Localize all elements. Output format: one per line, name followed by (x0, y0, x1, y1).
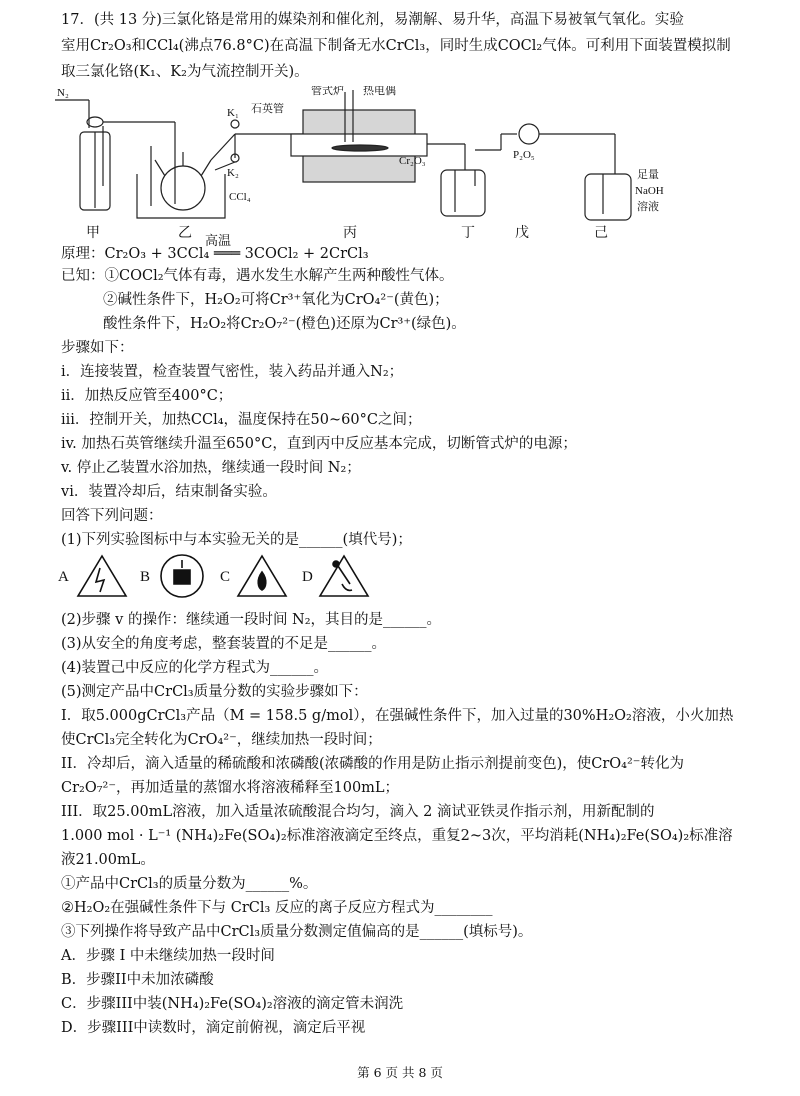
caption-bing: 丙 (343, 225, 357, 241)
caption-ding: 丁 (461, 225, 475, 241)
label-cr2o3: Cr₂O₃ (399, 155, 426, 167)
caption-wu: 戊 (515, 225, 529, 241)
caption-yi: 乙 (178, 225, 192, 241)
step-3: iii．控制开关，加热CCl₄，温度保持在50~60°C之间； (61, 412, 422, 428)
label-naoh: NaOH (635, 185, 664, 197)
icon-label-a: A (58, 569, 69, 585)
answer-1: ①产品中CrCl₃的质量分数为______%。 (61, 876, 318, 892)
safety-icons (58, 552, 378, 602)
step-4: iv. 加热石英管继续升温至650°C，直到丙中反应基本完成，切断管式炉的电源； (61, 436, 577, 452)
steps-title: 步骤如下： (61, 340, 134, 356)
step-iii-line-2: 1.000 mol · L⁻¹ (NH₄)₂Fe(SO₄)₂标准溶液滴定至终点，重复2~3次，平均消耗(NH₄)₂Fe(SO₄)₂标准溶 (61, 828, 733, 844)
known-line-2: ②碱性条件下，H₂O₂可将Cr³⁺氧化为CrO₄²⁻(黄色)； (103, 292, 449, 308)
caption-ji: 己 (594, 225, 608, 241)
step-ii-line-1: II．冷却后，滴入适量的稀硫酸和浓磷酸(浓磷酸的作用是防止指示剂提前变色)，使CrO₄²⁻转化为 (61, 756, 684, 772)
answer-2: ②H₂O₂在强碱性条件下与 CrCl₃ 反应的离子反应方程式为________ (61, 900, 493, 916)
question-1: (1)下列实验图标中与本实验无关的是______(填代号)； (61, 532, 412, 548)
icon-label-d: D (302, 569, 313, 585)
step-5: v. 停止乙装置水浴加热，继续通一段时间 N₂； (61, 460, 361, 476)
step-ii-line-2: Cr₂O₇²⁻，再加适量的蒸馏水将溶液稀释至100mL； (61, 780, 400, 796)
step-2: ii．加热反应管至400°C； (61, 388, 233, 404)
reaction-condition: 高温 (205, 234, 232, 249)
label-solution: 溶液 (637, 201, 659, 213)
step-i-line-2: 使CrCl₃完全转化为CrO₄²⁻，继续加热一段时间； (61, 732, 382, 748)
label-thermocouple: 热电偶 (363, 86, 396, 97)
hand-wash-icon (161, 555, 203, 597)
question-2: (2)步骤 v 的操作：继续通一段时间 N₂，其目的是______。 (61, 612, 442, 628)
label-n2: N₂ (57, 87, 69, 99)
option-d: D．步骤III中读数时，滴定前俯视，滴定后平视 (61, 1020, 366, 1036)
label-furnace: 管式炉 (311, 86, 344, 97)
question-line-1: 17．(共 13 分)三氯化铬是常用的媒染剂和催化剂，易潮解、易升华，高温下易被氧气氧化。实验 (61, 12, 684, 28)
step-6: vi．装置冷却后，结束制备实验。 (61, 484, 277, 500)
label-k1: K₁ (227, 107, 239, 119)
step-iii-line-1: III．取25.00mL溶液，加入适量浓硫酸混合均匀，滴入 2 滴试亚铁灵作指示剂，用新配制的 (61, 804, 655, 820)
answer-intro: 回答下列问题： (61, 508, 163, 524)
label-excess: 足量 (637, 169, 659, 181)
label-k2: K₂ (227, 167, 239, 179)
answer-3: ③下列操作将导致产品中CrCl₃质量分数测定值偏高的是______(填标号)。 (61, 924, 533, 940)
icon-label-b: B (140, 569, 151, 585)
option-c: C．步骤III中装(NH₄)₂Fe(SO₄)₂溶液的滴定管未润洗 (61, 996, 404, 1012)
question-line-3: 取三氯化铬(K₁、K₂为气流控制开关)。 (61, 64, 309, 80)
known-line-1: 已知：①COCl₂气体有毒，遇水发生水解产生两种酸性气体。 (61, 268, 454, 284)
page-footer: 第 6 页 共 8 页 (357, 1065, 443, 1080)
principle-line: 原理：Cr₂O₃ + 3CCl₄ ═══ 3COCl₂ + 2CrCl₃ (61, 246, 369, 262)
step-1: i．连接装置，检查装置气密性，装入药品并通入N₂； (61, 364, 404, 380)
option-b: B．步骤II中未加浓磷酸 (61, 972, 214, 988)
question-4: (4)装置己中反应的化学方程式为______。 (61, 660, 329, 676)
question-3: (3)从安全的角度考虑，整套装置的不足是______。 (61, 636, 387, 652)
question-line-2: 室用Cr₂O₃和CCl₄(沸点76.8°C)在高温下制备无水CrCl₃，同时生成COCl₂气体。可利用下面装置模拟制 (61, 38, 731, 54)
label-p2o5: P₂O₅ (513, 149, 535, 161)
electric-hazard-icon (78, 556, 126, 596)
step-iii-line-3: 液21.00mL。 (61, 852, 155, 868)
dropper-icon (320, 556, 368, 596)
label-quartz: 石英管 (251, 103, 284, 115)
caption-jia: 甲 (86, 225, 100, 241)
known-line-3: 酸性条件下，H₂O₂将Cr₂O₇²⁻(橙色)还原为Cr³⁺(绿色)。 (103, 316, 466, 332)
question-5-intro: (5)测定产品中CrCl₃质量分数的实验步骤如下： (61, 684, 368, 700)
step-i-line-1: I．取5.000gCrCl₃产品（M = 158.5 g/mol），在强碱性条件下，加入过量的30%H₂O₂溶液，小火加热 (61, 708, 734, 724)
icon-label-c: C (220, 569, 231, 585)
option-a: A．步骤 I 中未继续加热一段时间 (61, 948, 275, 964)
flame-icon (238, 556, 286, 596)
label-ccl4: CCl₄ (229, 191, 251, 203)
